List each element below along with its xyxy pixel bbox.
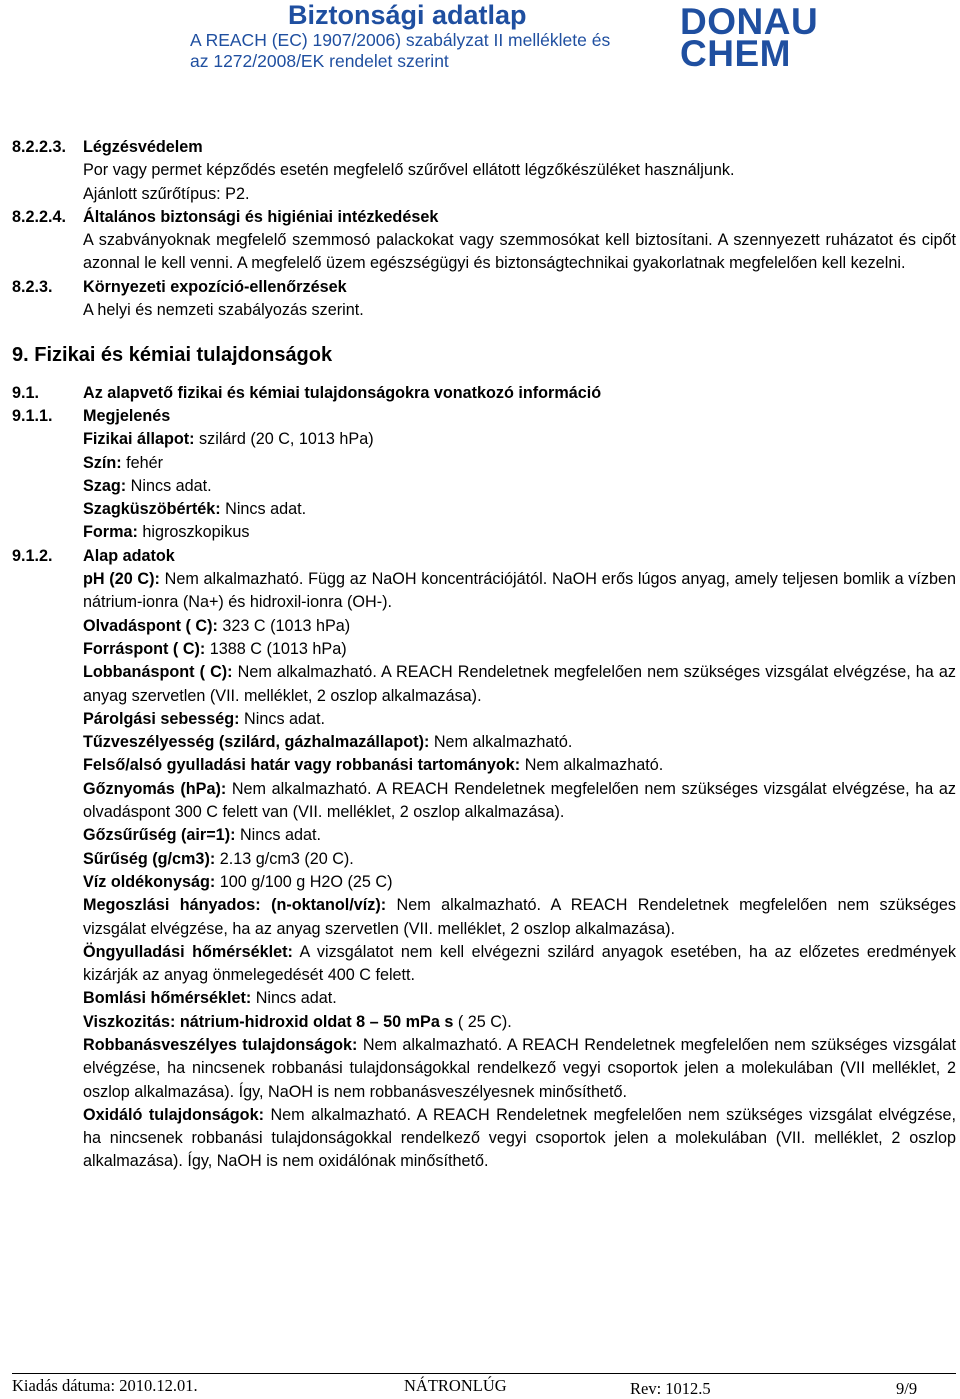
property-row (83, 731, 956, 754)
property-row (83, 638, 956, 661)
property-value: ( 25 C). (453, 1012, 512, 1031)
property-row (83, 941, 956, 988)
section-8-2-3 (12, 276, 956, 299)
section-title: Megjelenés (83, 406, 171, 425)
page-footer (12, 1373, 956, 1398)
property-row (83, 754, 956, 777)
property-label: Szag: (83, 476, 127, 495)
logo-line-2: CHEM (680, 33, 791, 74)
document-title: Biztonsági adatlap (288, 0, 527, 30)
property-label: Fizikai állapot: (83, 430, 195, 449)
section-number: 9.1.2. (12, 546, 53, 565)
property-value: Nem alkalmazható. A REACH Rendeletnek megfelelően nem szükséges vizsgálat elvégzése, ha az anyag szervetlen (VII. melléklet, 2 oszlop alkalmazása). (83, 896, 956, 938)
property-row (83, 498, 956, 521)
section-title: Alap adatok (83, 546, 175, 565)
section-9-1-1 (12, 405, 956, 428)
property-label: Olvadáspont ( C): (83, 616, 218, 635)
property-label: Lobbanáspont ( C): (83, 663, 233, 682)
property-label: Felső/alsó gyulladási határ vagy robbanási tartományok: (83, 756, 521, 775)
property-row (83, 1011, 956, 1034)
property-value: 323 C (1013 hPa) (217, 616, 351, 635)
property-label: Öngyulladási hőmérséklet: (83, 942, 293, 961)
property-row (83, 708, 956, 731)
property-label: Forma: (83, 523, 138, 542)
property-value: A vizsgálatot nem kell elvégezni szilárd anyagok esetében, ha az előzetes eredmények kizárják az anyag önmelegedését 400 C felett. (83, 942, 957, 985)
property-label: Oxidáló tulajdonságok: (83, 1105, 264, 1124)
section-title: Környezeti expozíció-ellenőrzések (83, 277, 347, 296)
property-label: Szín: (83, 453, 122, 472)
property-label: Bomlási hőmérséklet: (83, 989, 252, 1008)
property-value: Nincs adat. (235, 826, 321, 845)
property-value: Nem alkalmazható. (429, 733, 573, 752)
property-row (83, 824, 956, 847)
property-label: Forráspont ( C): (83, 639, 206, 658)
section-8-2-2-4 (12, 206, 956, 229)
property-value: Nem alkalmazható. A REACH Rendeletnek megfelelően nem szükséges vizsgálat elvégzése, ha nincsenek robbanási tulajdonságokkal rendelkező vegyi csoportok jelen a molekulában (VII. melléklet, 2 oszlop alkalmazása). Így, NaOH is nem oxidálónak minősíthető. (83, 1105, 956, 1171)
paragraph: A szabványoknak megfelelő szemmosó palackokat vagy szemmosókat kell biztosítani. A szennyezett ruházatot és cipőt azonnal le kell venni. A megfelelő üzem egészségügyi és biztonságtechnikai gyakorlatnak megfelelően kell kezelni. (83, 231, 956, 273)
property-row (83, 452, 956, 475)
donauchem-logo (680, 1, 920, 76)
property-label: Víz oldékonyság: (83, 872, 216, 891)
property-row (83, 871, 956, 894)
document-body (12, 136, 956, 1174)
property-value: 100 g/100 g H2O (25 C) (215, 872, 393, 891)
property-value: 2.13 g/cm3 (20 C). (215, 849, 354, 868)
property-row (83, 475, 956, 498)
section-8-2-2-3 (12, 136, 956, 159)
regulation-line-1: A REACH (EC) 1907/2006) szabályzat II melléklete és (190, 30, 611, 50)
property-value: Nem alkalmazható. A REACH Rendeletnek megfelelően nem szükséges vizsgálat elvégzése, ha az olvadáspont 300 C felett van (VII. melléklet, 2 oszlop alkalmazása). (83, 779, 956, 822)
paragraph: Por vagy permet képződés esetén megfelelő szűrővel ellátott légzőkészüléket használjunk. (83, 161, 735, 180)
section-9-heading: 9. Fizikai és kémiai tulajdonságok (12, 344, 333, 367)
property-value: Nincs adat. (126, 476, 212, 495)
property-label: Gőzsűrűség (air=1): (83, 826, 236, 845)
section-number: 8.2.2.3. (12, 138, 67, 156)
property-label: Szagküszöbérték: (83, 500, 221, 519)
page-number: 9/9 (896, 1379, 918, 1398)
property-row (83, 1104, 956, 1174)
property-value: Nem alkalmazható. (520, 756, 664, 775)
property-value: Nincs adat. (239, 709, 326, 728)
section-number: 9.1. (12, 383, 40, 402)
section-title: Légzésvédelem (83, 138, 203, 156)
property-row (83, 661, 956, 708)
property-value: Nem alkalmazható. Függ az NaOH koncentrációjától. NaOH erős lúgos anyag, amely teljesen bomlik a vízben nátrium-ionra (Na+) és hidroxil-ionra (OH-). (83, 570, 956, 612)
paragraph: A helyi és nemzeti szabályozás szerint. (83, 301, 364, 320)
property-value: Nem alkalmazható. A REACH Rendeletnek megfelelően nem szükséges vizsgálat elvégzése, ha az anyag szervetlen (VII. melléklet, 2 oszlop alkalmazása). (83, 663, 956, 705)
revision: Rev: 1012.5 (630, 1379, 711, 1398)
property-value: szilárd (20 C, 1013 hPa) (194, 430, 374, 449)
property-row (83, 848, 956, 871)
property-label: Gőznyomás (hPa): (83, 779, 227, 798)
property-label: Megoszlási hányados: (n-oktanol/víz): (83, 896, 387, 915)
property-row (83, 428, 956, 451)
property-label: Robbanásveszélyes tulajdonságok: (83, 1035, 358, 1054)
appearance-property-list (12, 428, 956, 544)
section-number: 9.1.1. (12, 406, 53, 425)
property-label: Párolgási sebesség: (83, 709, 240, 728)
property-label: Viszkozitás: nátrium-hidroxid oldat 8 – 50 mPa s (83, 1012, 454, 1031)
property-row (83, 521, 956, 544)
basic-property-list (12, 568, 956, 1174)
property-value: higroszkopikus (137, 523, 250, 542)
issue-date: Kiadás dátuma: 2010.12.01. (12, 1376, 198, 1395)
property-label: Sűrűség (g/cm3): (83, 849, 216, 868)
footer-divider (12, 1373, 956, 1374)
regulation-line-2: az 1272/2008/EK rendelet szerint (190, 51, 449, 71)
property-row (83, 568, 956, 615)
property-label: Tűzveszélyesség (szilárd, gázhalmazállapot): (83, 733, 430, 752)
logo-line-1: DONAU (680, 1, 819, 42)
section-title: Az alapvető fizikai és kémiai tulajdonságokra vonatkozó információ (83, 383, 602, 402)
property-value: fehér (121, 453, 164, 472)
section-9-1 (12, 382, 956, 405)
property-row (83, 615, 956, 638)
section-number: 8.2.2.4. (12, 207, 67, 226)
section-title: Általános biztonsági és higiéniai intézkedések (83, 207, 439, 226)
property-label: pH (20 C): (83, 570, 160, 589)
section-number: 8.2.3. (12, 277, 53, 296)
property-value: Nem alkalmazható. A REACH Rendeletnek megfelelően nem szükséges vizsgálat elvégzése, ha nincsenek robbanási tulajdonságokkal rendelkező vegyi csoportok jelen a molekulában (VII melléklet, 2 oszlop alkalmazása). Így, NaOH is nem robbanásveszélyesnek minősíthető. (83, 1035, 956, 1101)
paragraph: Ajánlott szűrőtípus: P2. (83, 184, 250, 203)
property-row (83, 987, 956, 1010)
property-row (83, 1034, 956, 1104)
property-value: Nincs adat. (220, 500, 307, 519)
property-value: Nincs adat. (251, 989, 337, 1008)
property-value: 1388 C (1013 hPa) (205, 639, 347, 658)
property-row (83, 894, 956, 941)
property-row (83, 778, 956, 825)
product-name: NÁTRONLÚG (404, 1376, 507, 1395)
section-9-1-2 (12, 545, 956, 568)
